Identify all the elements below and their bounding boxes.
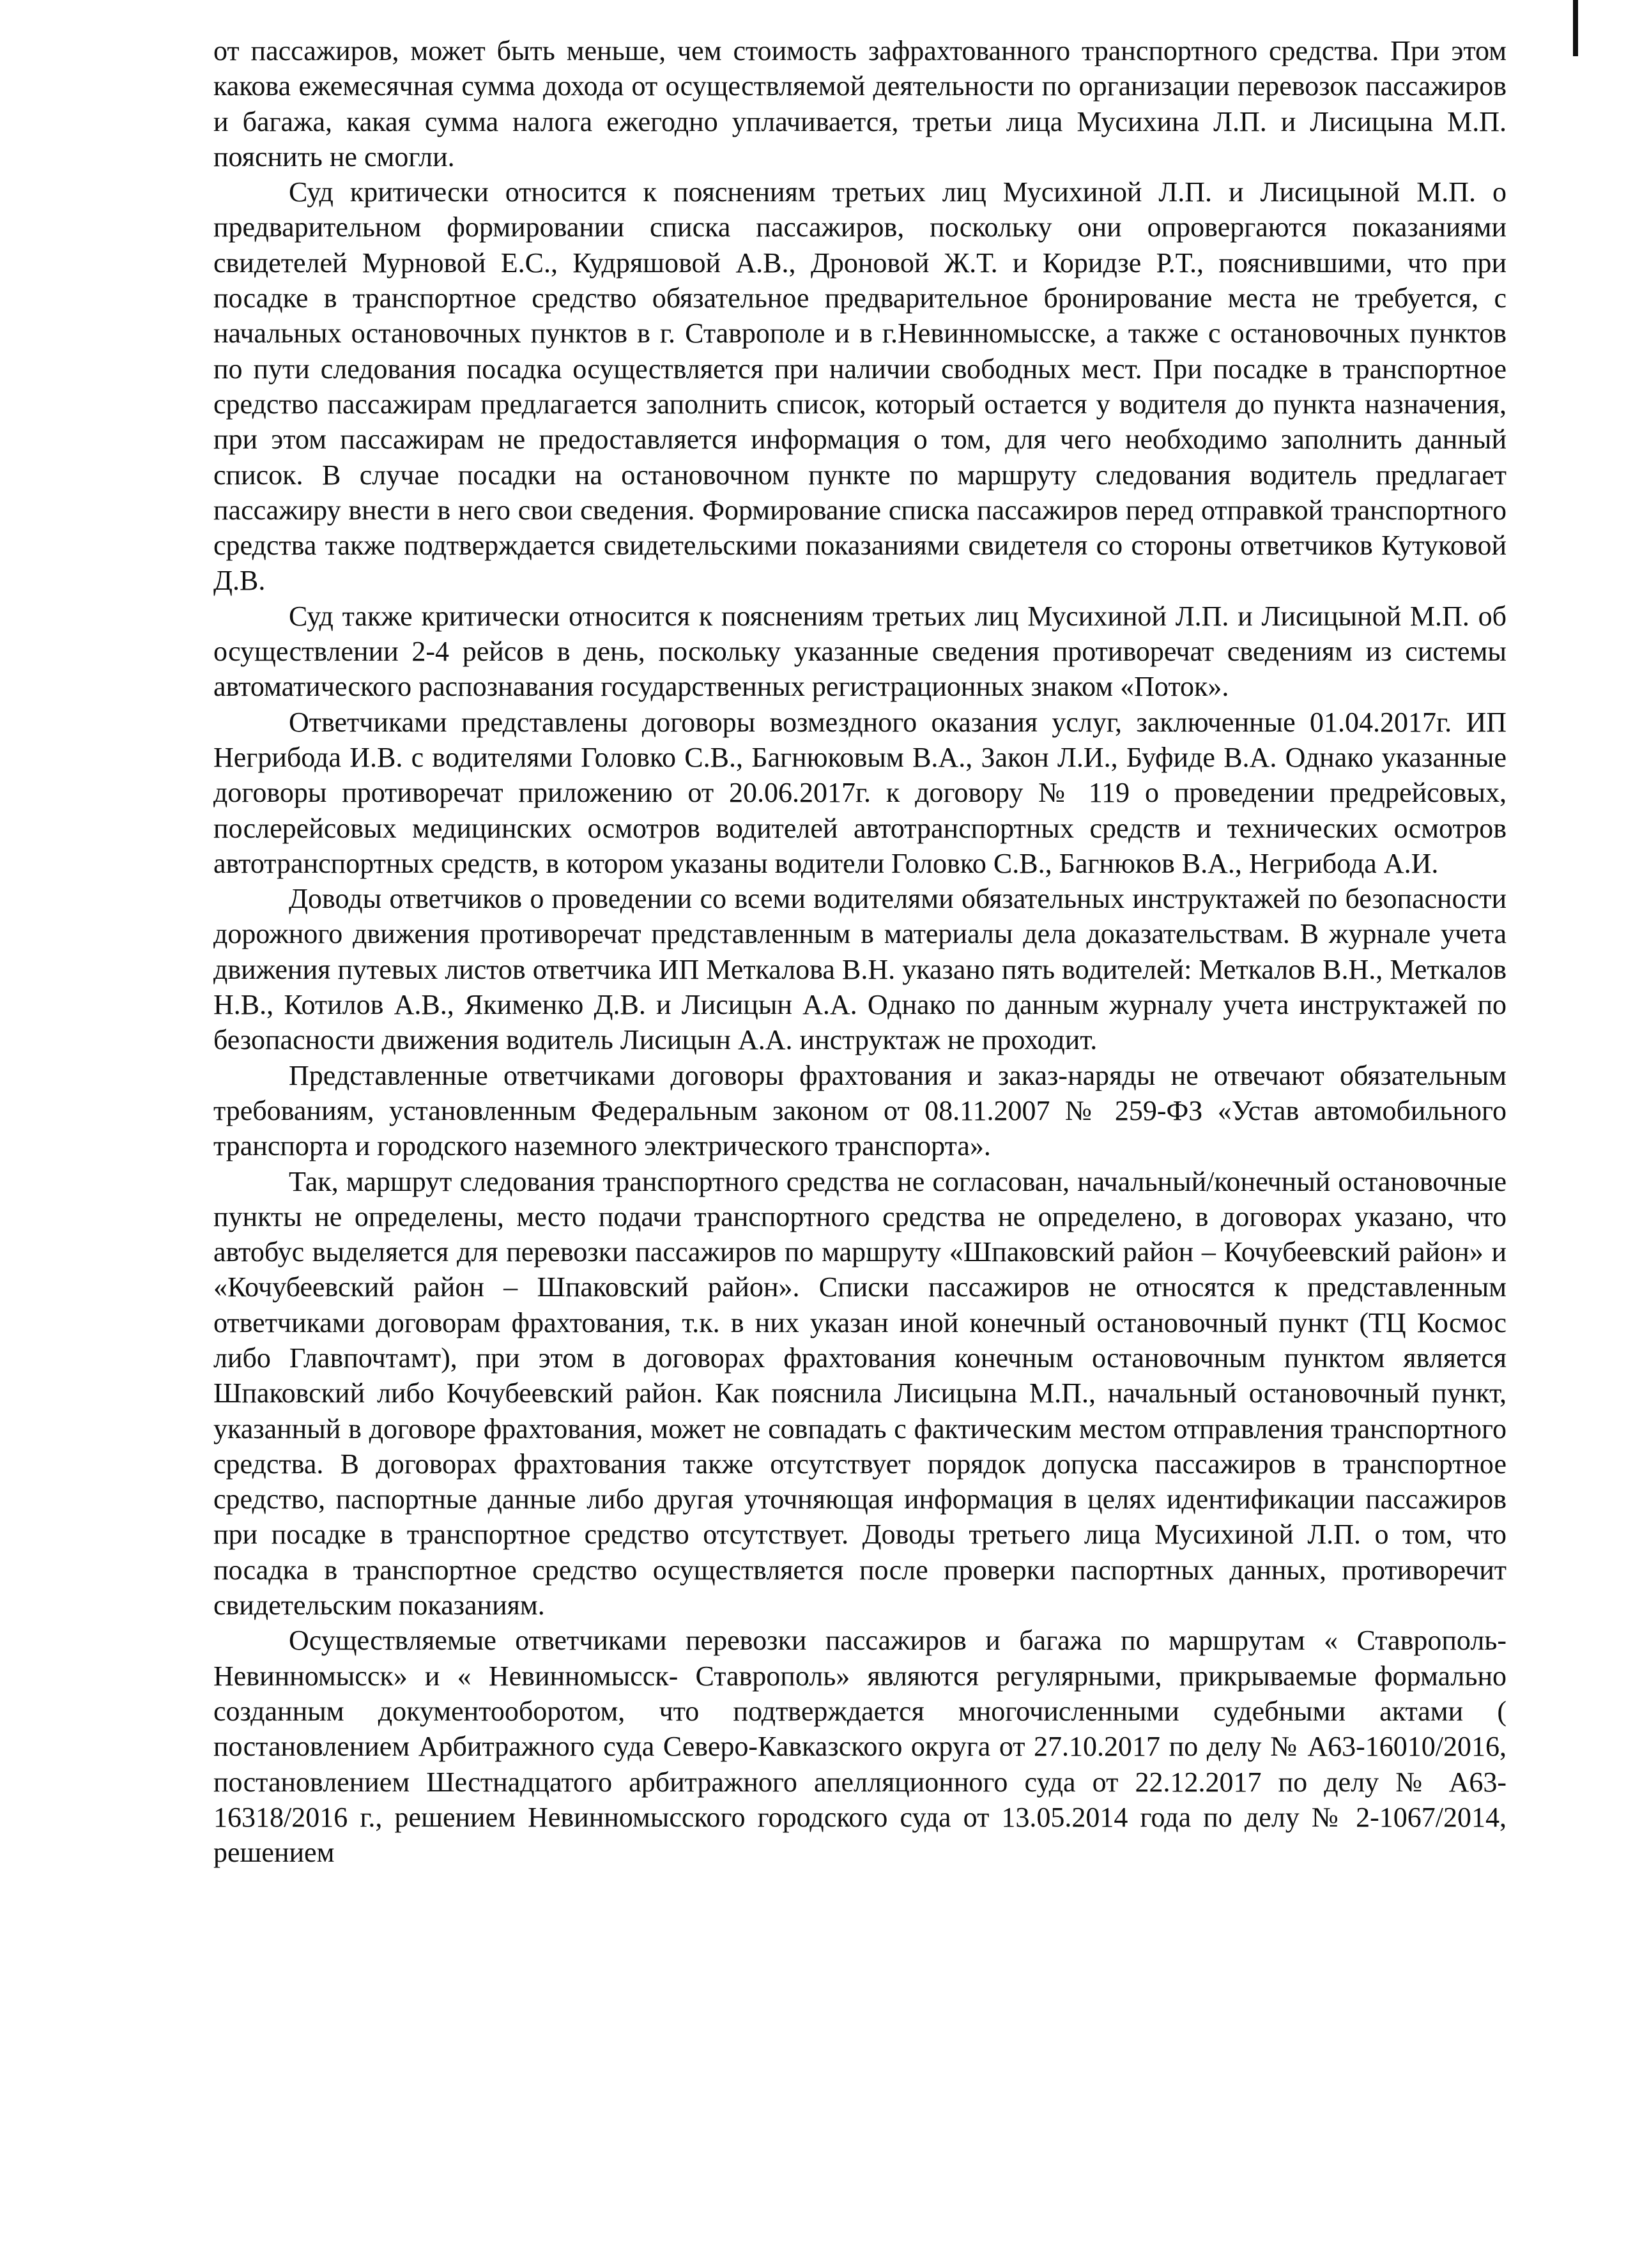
paragraph-trips-per-day: Суд также критически относится к пояснениям третьих лиц Мусихиной Л.П. и Лисицыной М.П. об осуществлении 2-4 рейсов в день, поскольку указанные сведения противоречат сведениям из системы автоматического распознавания государственных регистрационных знаком «Поток». [213,600,1507,703]
paragraph-service-contracts: Ответчиками представлены договоры возмездного оказания услуг, заключенные 01.04.2017г. ИП Негрибода И.В. с водителями Головко С.В., Багнюковым В.А., Закон Л.И., Буфиде В.А. Однако указанные договоры противоречат приложению от 20.06.2017г. к договору № 119 о проведении предрейсовых, послерейсовых медицинских осмотров водителей автотранспортных средств и технических осмотров автотранспортных средств, в котором указаны водители Головко С.В., Багнюков В.А., Негрибода А.И. [213,706,1507,879]
paragraph-regular-transportation: Осуществляемые ответчиками перевозки пассажиров и багажа по маршрутам « Ставрополь- Невинномысск» и « Невинномысск- Ставрополь» являются регулярными, прикрываемые формально созданным документооборотом, что подтверждается многочисленными судебными актами ( постановлением Арбитражного суда Северо-Кавказского округа от 27.10.2017 по делу № А63-16010/2016, постановлением Шестнадцатого арбитражного апелляционного суда от 22.12.2017 по делу № А63-16318/2016 г., решением Невинномысского городского суда от 13.05.2014 года по делу № 2-1067/2014, решением [213,1625,1507,1869]
paragraph-list-of-passengers: Суд критически относится к пояснениям третьих лиц Мусихиной Л.П. и Лисицыной М.П. о предварительном формировании списка пассажиров, поскольку они опровергаются показаниями свидетелей Мурновой Е.С., Кудряшовой А.В., Дроновой Ж.Т. и Коридзе Р.Т., пояснившими, что при посадке в транспортное средство обязательное предварительное бронирование места не требуется, с начальных остановочных пунктов в г. Ставрополе и в г.Невинномысске, а также с остановочных пунктов по пути следования посадка осуществляется при наличии свободных мест. При посадке в транспортное средство пассажирам предлагается заполнить список, который остается у водителя до пункта назначения, при этом пассажирам не предоставляется информация о том, для чего необходимо заполнить данный список. В случае посадки на остановочном пункте по маршруту следования водитель предлагает пассажиру внести в него свои сведения. Формирование списка пассажиров перед отправкой транспортного средства также подтверждается свидетельскими показаниями свидетеля со стороны ответчиков Кутуковой Д.В. [213,176,1507,597]
paragraph-safety-briefings: Доводы ответчиков о проведении со всеми водителями обязательных инструктажей по безопасности дорожного движения противоречат представленным в материалы дела доказательствам. В журнале учета движения путевых листов ответчика ИП Меткалова В.Н. указано пять водителей: Меткалов В.Н., Меткалов Н.В., Котилов А.В., Якименко Д.В. и Лисицын А.А. Однако по данным журналу учета инструктажей по безопасности движения водитель Лисицын А.А. инструктаж не проходит. [213,883,1507,1056]
paragraph-continuation: от пассажиров, может быть меньше, чем стоимость зафрахтованного транспортного средства. При этом какова ежемесячная сумма дохода от осуществляемой деятельности по организации перевозок пассажиров и багажа, какая сумма налога ежегодно уплачивается, третьи лица Мусихина Л.П. и Лисицына М.П. пояснить не смогли. [213,35,1507,172]
scan-edge-mark [1573,0,1578,56]
document-body [213,33,1507,1870]
paragraph-route-not-agreed: Так, маршрут следования транспортного средства не согласован, начальный/конечный остановочные пункты не определены, место подачи транспортного средства не определено, в договорах указано, что автобус выделяется для перевозки пассажиров по маршруту «Шпаковский район – Кочубеевский район» и «Кочубеевский район – Шпаковский район». Списки пассажиров не относятся к представленным ответчиками договорам фрахтования, т.к. в них указан иной конечный остановочный пункт (ТЦ Космос либо Главпочтамт), при этом в договорах фрахтования конечным остановочным пунктом является Шпаковский либо Кочубеевский район. Как пояснила Лисицына М.П., начальный остановочный пункт, указанный в договоре фрахтования, может не совпадать с фактическим местом отправления транспортного средства. В договорах фрахтования также отсутствует порядок допуска пассажиров в транспортное средство, паспортные данные либо другая уточняющая информация в целях идентификации пассажиров при посадке в транспортное средство отсутствует. Доводы третьего лица Мусихиной Л.П. о том, что посадка в транспортное средство осуществляется после проверки паспортных данных, противоречит свидетельским показаниям. [213,1165,1507,1621]
paragraph-charter-contracts: Представленные ответчиками договоры фрахтования и заказ-наряды не отвечают обязательным требованиям, установленным Федеральным законом от 08.11.2007 № 259-ФЗ «Устав автомобильного транспорта и городского наземного электрического транспорта». [213,1059,1507,1162]
